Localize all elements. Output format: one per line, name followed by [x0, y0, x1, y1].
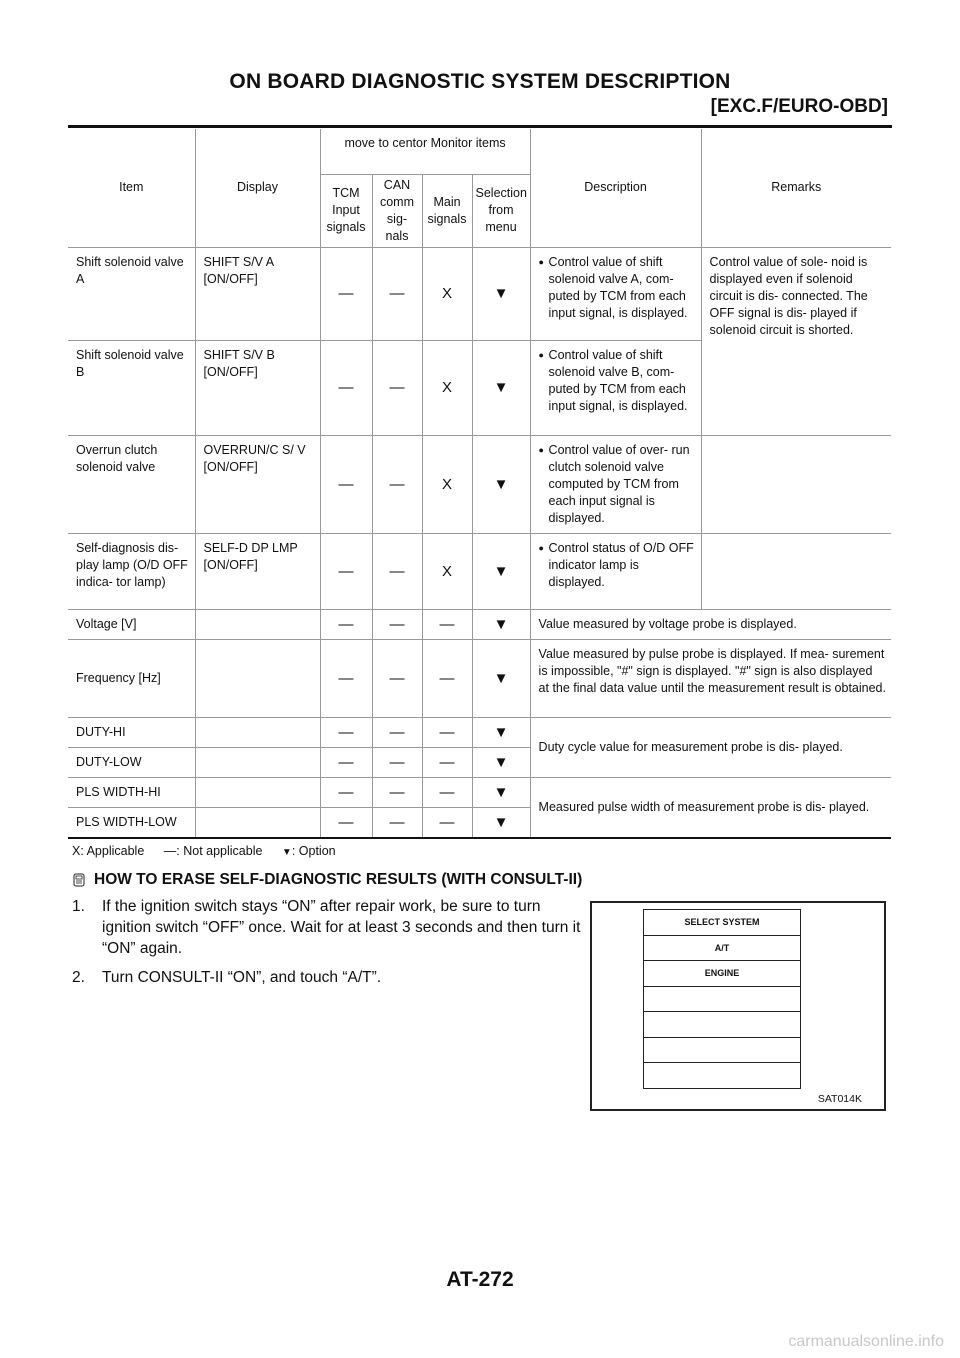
option-triangle-icon: ▼ — [472, 533, 530, 609]
row-remarks: Control value of sole- noid is displayed even if solenoid circuit is dis- connected. The OFF signal is dis- played if solenoid circuit is shorted. — [701, 247, 891, 435]
row-display — [195, 747, 320, 777]
header-display: Display — [195, 129, 320, 247]
row-tcm: — — [320, 717, 372, 747]
row-can: — — [372, 247, 422, 340]
option-triangle-icon: ▼ — [472, 340, 530, 435]
row-can: — — [372, 639, 422, 717]
row-display: SELF-D DP LMP [ON/OFF] — [195, 533, 320, 609]
row-can: — — [372, 777, 422, 807]
screen-empty-row — [644, 1063, 800, 1088]
row-item: Overrun clutch solenoid valve — [68, 435, 195, 533]
option-triangle-icon: ▼ — [281, 847, 292, 858]
header-item: Item — [68, 129, 195, 247]
table-row — [68, 247, 891, 340]
row-remarks — [701, 533, 891, 609]
watermark: carmanualsonline.info — [788, 1333, 944, 1350]
table-row — [68, 777, 891, 807]
legend-applicable: X: Applicable — [72, 844, 145, 858]
row-main: — — [422, 747, 472, 777]
list-item — [72, 896, 582, 959]
screen-empty-row — [644, 1038, 800, 1064]
row-main: — — [422, 609, 472, 639]
row-item: PLS WIDTH-HI — [68, 777, 195, 807]
row-can: — — [372, 609, 422, 639]
header-monitor-group: move to centor Monitor items — [320, 129, 530, 174]
option-triangle-icon: ▼ — [472, 609, 530, 639]
row-tcm: — — [320, 777, 372, 807]
row-description: ● Control value of shift solenoid valve A, com- puted by TCM from each input signal, is displayed. — [530, 247, 701, 340]
row-item: Shift solenoid valve A — [68, 247, 195, 340]
row-item: DUTY-LOW — [68, 747, 195, 777]
header-rule — [68, 125, 892, 128]
row-description: ● Control value of shift solenoid valve B, com- puted by TCM from each input signal, is displayed. — [530, 340, 701, 435]
step-number: 2. — [72, 969, 85, 986]
row-tcm: — — [320, 747, 372, 777]
row-main: — — [422, 777, 472, 807]
page-subtitle: [EXC.F/EURO-OBD] — [710, 96, 888, 117]
table-row — [68, 717, 891, 747]
table-row — [68, 435, 891, 533]
row-main: X — [422, 247, 472, 340]
option-triangle-icon: ▼ — [472, 435, 530, 533]
row-item: Voltage [V] — [68, 609, 195, 639]
procedure-steps — [72, 896, 582, 996]
page-number: AT-272 — [446, 1268, 514, 1291]
bullet-icon: ● — [538, 542, 544, 553]
section-title: HOW TO ERASE SELF-DIAGNOSTIC RESULTS (WITH CONSULT-II) — [94, 871, 583, 888]
option-triangle-icon: ▼ — [472, 807, 530, 838]
row-tcm: — — [320, 807, 372, 838]
header-remarks: Remarks — [701, 129, 891, 247]
row-description: ● Control value of over- run clutch solenoid valve computed by TCM from each input signal is displayed. — [530, 435, 701, 533]
option-triangle-icon: ▼ — [472, 717, 530, 747]
list-item — [72, 967, 582, 988]
row-can: — — [372, 533, 422, 609]
bullet-icon: ● — [538, 444, 544, 455]
row-display — [195, 777, 320, 807]
row-description: Value measured by pulse probe is displayed. If mea- surement is impossible, "#" sign is displayed. "#" sign is also displayed at the final data value until the measurement result is obtained. — [530, 639, 891, 717]
step-number: 1. — [72, 898, 85, 915]
row-can: — — [372, 807, 422, 838]
legend-not-applicable: —: Not applicable — [163, 844, 263, 858]
select-system-screen — [643, 909, 801, 1089]
consult-screen-figure — [590, 901, 886, 1111]
row-item: Frequency [Hz] — [68, 639, 195, 717]
table-legend — [72, 844, 352, 858]
figure-code: SAT014K — [817, 1093, 862, 1105]
row-item: DUTY-HI — [68, 717, 195, 747]
row-item: PLS WIDTH-LOW — [68, 807, 195, 838]
bullet-icon: ● — [538, 256, 544, 267]
row-can: — — [372, 340, 422, 435]
header-description: Description — [530, 129, 701, 247]
row-item: Self-diagnosis dis- play lamp (O/D OFF indica- tor lamp) — [68, 533, 195, 609]
consult-tool-icon — [72, 873, 86, 887]
row-display — [195, 717, 320, 747]
screen-title: SELECT SYSTEM — [644, 910, 800, 936]
table-row — [68, 533, 891, 609]
page-title: ON BOARD DIAGNOSTIC SYSTEM DESCRIPTION — [229, 70, 731, 93]
option-triangle-icon: ▼ — [472, 777, 530, 807]
row-main: X — [422, 533, 472, 609]
row-main: X — [422, 340, 472, 435]
row-main: — — [422, 807, 472, 838]
row-can: — — [372, 435, 422, 533]
row-can: — — [372, 717, 422, 747]
option-triangle-icon: ▼ — [472, 247, 530, 340]
header-can-comm: CAN comm sig- nals — [372, 174, 422, 247]
header-selection-menu: Selection from menu — [472, 174, 530, 247]
row-main: X — [422, 435, 472, 533]
table-row — [68, 609, 891, 639]
row-main: — — [422, 717, 472, 747]
row-remarks — [701, 435, 891, 533]
row-display: SHIFT S/V A [ON/OFF] — [195, 247, 320, 340]
row-main: — — [422, 639, 472, 717]
row-can: — — [372, 747, 422, 777]
table-row — [68, 639, 891, 717]
screen-option-at: A/T — [644, 936, 800, 962]
header-tcm-input: TCM Input signals — [320, 174, 372, 247]
legend-option: ▼: Option — [281, 844, 336, 858]
row-description: Duty cycle value for measurement probe is dis- played. — [530, 717, 891, 777]
option-triangle-icon: ▼ — [472, 639, 530, 717]
row-display: OVERRUN/C S/ V [ON/OFF] — [195, 435, 320, 533]
row-description: Measured pulse width of measurement probe is dis- played. — [530, 777, 891, 838]
bullet-icon: ● — [538, 349, 544, 360]
row-display — [195, 807, 320, 838]
row-tcm: — — [320, 340, 372, 435]
monitor-items-table — [68, 129, 891, 839]
step-text: Turn CONSULT-II “ON”, and touch “A/T”. — [102, 969, 382, 986]
option-triangle-icon: ▼ — [472, 747, 530, 777]
row-tcm: — — [320, 435, 372, 533]
header-main-signals: Main signals — [422, 174, 472, 247]
section-heading — [72, 871, 582, 889]
row-tcm: — — [320, 609, 372, 639]
screen-option-engine: ENGINE — [644, 961, 800, 987]
row-display — [195, 609, 320, 639]
row-tcm: — — [320, 247, 372, 340]
row-description: Value measured by voltage probe is displayed. — [530, 609, 891, 639]
screen-empty-row — [644, 987, 800, 1013]
step-text: If the ignition switch stays “ON” after repair work, be sure to turn ignition switch “OFF” once. Wait for at least 3 seconds and then turn it “ON” again. — [102, 898, 581, 957]
row-item: Shift solenoid valve B — [68, 340, 195, 435]
row-tcm: — — [320, 639, 372, 717]
row-tcm: — — [320, 533, 372, 609]
row-display — [195, 639, 320, 717]
row-description: ● Control status of O/D OFF indicator lamp is displayed. — [530, 533, 701, 609]
screen-empty-row — [644, 1012, 800, 1038]
row-display: SHIFT S/V B [ON/OFF] — [195, 340, 320, 435]
